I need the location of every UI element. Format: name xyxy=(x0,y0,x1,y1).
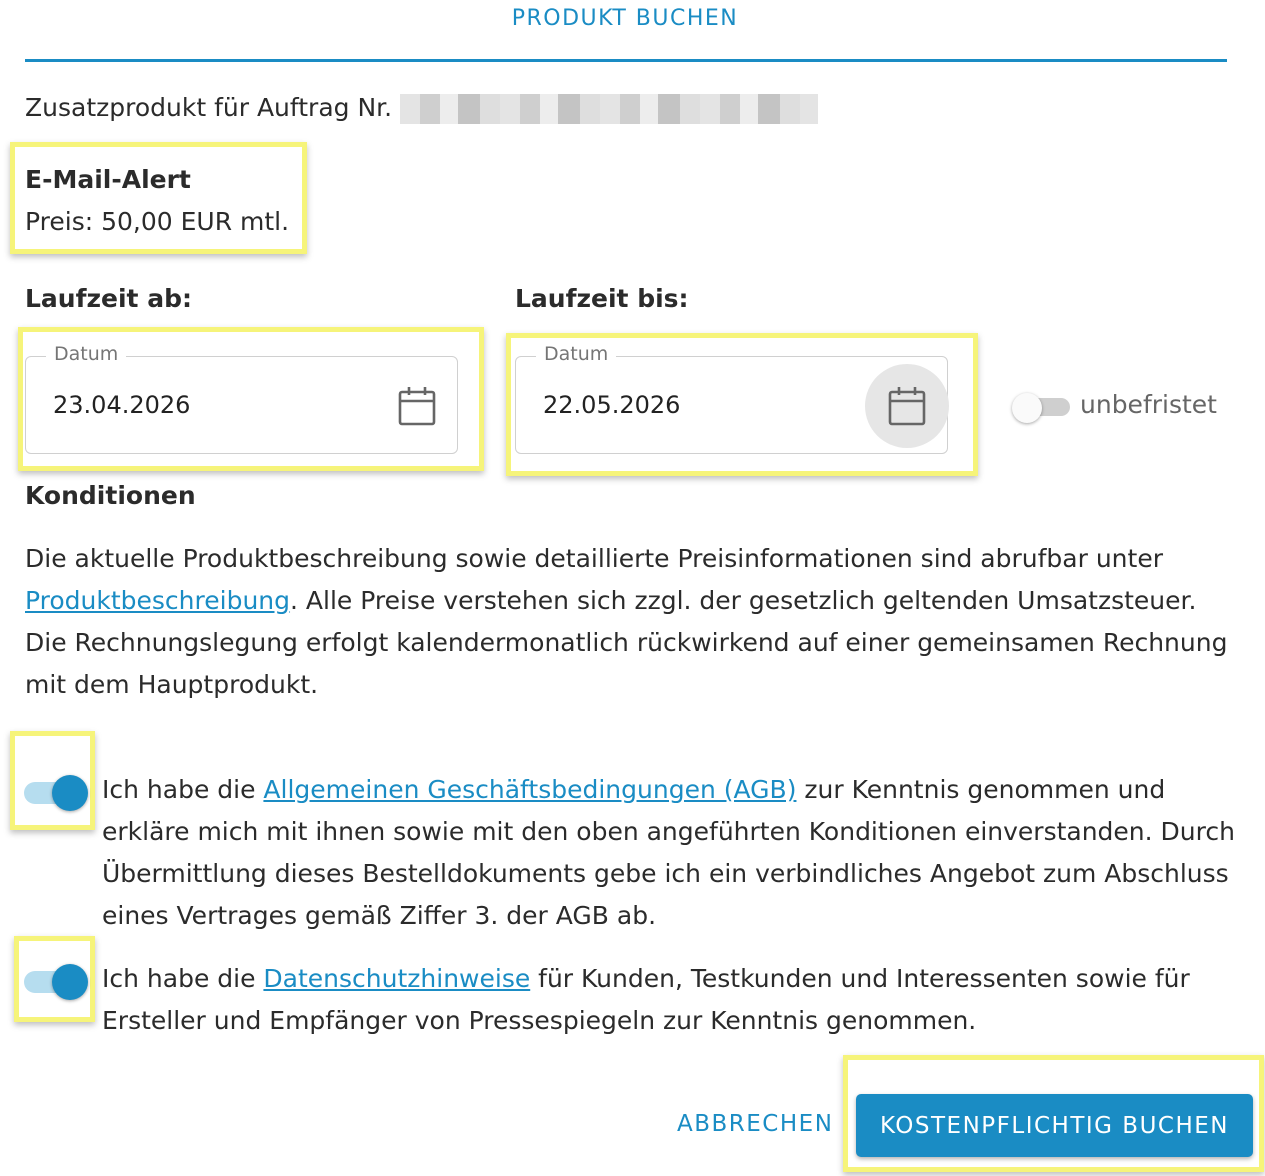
privacy-text-before: Ich habe die xyxy=(102,964,264,993)
privacy-notice-link[interactable]: Datenschutzhinweise xyxy=(263,964,531,993)
calendar-icon xyxy=(888,386,926,426)
term-from-label: Laufzeit ab: xyxy=(25,284,192,313)
toggle-thumb xyxy=(52,775,88,811)
date-to-calendar-button[interactable] xyxy=(865,364,949,448)
conditions-text-before: Die aktuelle Produktbeschreibung sowie detaillierte Preisinformationen sind abrufbar unter xyxy=(25,544,1163,573)
privacy-consent-toggle[interactable] xyxy=(24,964,90,996)
privacy-text-after: für Kunden, Testkunden und Interessenten sowie für Ersteller und Empfänger von Pressespiegeln zur Kenntnis genommen. xyxy=(102,964,1190,1035)
agb-consent-text xyxy=(102,769,1242,937)
cancel-button[interactable]: ABBRECHEN xyxy=(677,1111,834,1137)
highlight-product xyxy=(10,142,307,254)
order-prefix: Zusatzprodukt für Auftrag Nr. xyxy=(25,93,393,122)
date-from-caption: Datum xyxy=(46,343,126,365)
conditions-text xyxy=(25,538,1240,706)
privacy-consent-text xyxy=(102,958,1242,1042)
date-to-field[interactable] xyxy=(515,343,948,454)
order-line xyxy=(25,93,818,124)
product-name: E-Mail-Alert xyxy=(25,165,191,194)
agb-consent-toggle[interactable] xyxy=(24,775,90,807)
toggle-thumb xyxy=(1012,393,1042,423)
unlimited-toggle[interactable] xyxy=(1012,391,1070,419)
conditions-text-after: . Alle Preise verstehen sich zzgl. der gesetzlich geltenden Umsatzsteuer. Die Rechnungslegung erfolgt kalendermonatlich rückwirkend auf einer gemeinsamen Rechnung mit dem Hauptprodukt. xyxy=(25,586,1228,699)
date-from-calendar-button[interactable] xyxy=(375,364,459,448)
toggle-thumb xyxy=(52,964,88,1000)
agb-link[interactable]: Allgemeinen Geschäftsbedingungen (AGB) xyxy=(263,775,797,804)
title-divider xyxy=(25,59,1227,62)
unlimited-label: unbefristet xyxy=(1080,390,1217,419)
redacted-order-number xyxy=(400,94,818,124)
date-from-value[interactable]: 23.04.2026 xyxy=(53,391,191,419)
agb-text-before: Ich habe die xyxy=(102,775,264,804)
date-from-field[interactable] xyxy=(25,343,458,454)
book-button[interactable]: KOSTENPFLICHTIG BUCHEN xyxy=(856,1094,1253,1157)
product-description-link[interactable]: Produktbeschreibung xyxy=(25,586,291,615)
product-price: Preis: 50,00 EUR mtl. xyxy=(25,207,290,236)
date-to-value[interactable]: 22.05.2026 xyxy=(543,391,681,419)
conditions-heading: Konditionen xyxy=(25,481,196,510)
date-to-caption: Datum xyxy=(536,343,616,365)
agb-text-after: zur Kenntnis genommen und erkläre mich mit ihnen sowie mit den oben angeführten Konditionen einverstanden. Durch Übermittlung dieses Bestelldokuments gebe ich ein verbindliches Angebot zum Abschluss eines Vertrages gemäß Ziffer 3. der AGB ab. xyxy=(102,775,1235,930)
calendar-icon xyxy=(398,386,436,426)
dialog-title: PRODUKT BUCHEN xyxy=(511,6,739,31)
term-to-label: Laufzeit bis: xyxy=(515,284,689,313)
